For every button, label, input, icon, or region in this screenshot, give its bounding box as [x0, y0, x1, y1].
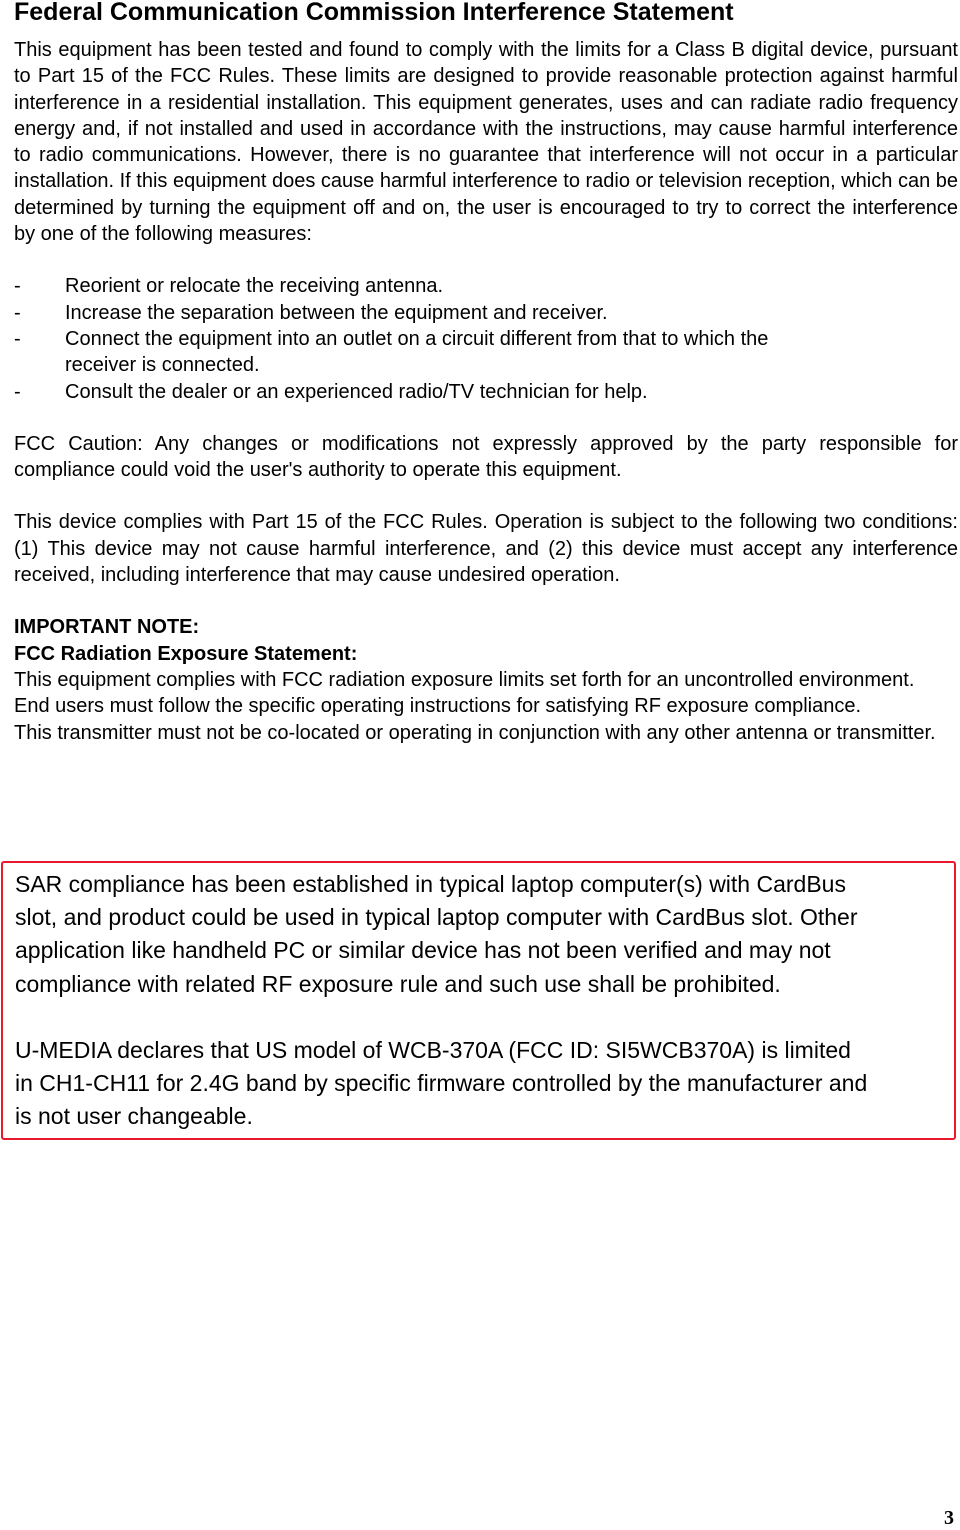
umedia-line: in CH1-CH11 for 2.4G band by specific firmware controlled by the manufacturer and	[15, 1070, 868, 1097]
part15-paragraph: This device complies with Part 15 of the FCC Rules. Operation is subject to the following two conditions: (1) This device may not cause harmful interference, and (2) this device must accept any interference received, including interference that may cause undesired operation.	[14, 511, 958, 587]
spacer	[14, 247, 958, 273]
spacer	[15, 1001, 944, 1034]
list-bullet: -	[14, 301, 21, 324]
document-title: Federal Communication Commission Interference Statement	[14, 0, 734, 26]
spacer	[14, 588, 958, 614]
spacer	[14, 405, 958, 431]
sar-line: SAR compliance has been established in typical laptop computer(s) with CardBus	[15, 871, 846, 897]
list-item	[14, 326, 795, 379]
page-number: 3	[944, 1507, 954, 1529]
radiation-exposure-heading: FCC Radiation Exposure Statement:	[14, 642, 358, 665]
intro-paragraph: This equipment has been tested and found to comply with the limits for a Class B digital device, pursuant to Part 15 of the FCC Rules. These limits are designed to provide reasonable protection against harmful interference in a residential installation. This equipment generates, uses and can radiate radio frequency energy and, if not installed and used in accordance with the instructions, may cause harmful interference to radio communications. However, there is no guarantee that interference will not occur in a particular installation. If this equipment does cause harmful interference to radio or television reception, which can be determined by turning the equipment off and on, the user is encouraged to try to correct the interference by one of the following measures:	[14, 39, 958, 246]
list-item-text: Consult the dealer or an experienced radio/TV technician for help.	[65, 380, 648, 403]
list-item-text: Reorient or relocate the receiving antenna.	[65, 275, 444, 298]
document-page	[14, 0, 958, 746]
spacer	[14, 483, 958, 509]
radiation-exposure-line: End users must follow the specific operating instructions for satisfying RF exposure compliance.	[14, 695, 862, 718]
sar-line: application like handheld PC or similar device has not been verified and may not	[15, 937, 831, 964]
sar-notice-box	[1, 861, 956, 1140]
list-item-text: Increase the separation between the equipment and receiver.	[65, 301, 608, 324]
list-item	[14, 379, 795, 405]
radiation-exposure-line: This transmitter must not be co-located or operating in conjunction with any other antenna or transmitter.	[14, 721, 936, 744]
sar-line: slot, and product could be used in typical laptop computer with CardBus slot. Other	[15, 904, 858, 931]
sar-line: compliance with related RF exposure rule and such use shall be prohibited.	[15, 970, 781, 997]
list-item	[14, 273, 795, 299]
important-note-heading: IMPORTANT NOTE:	[14, 616, 200, 639]
fcc-caution-paragraph: FCC Caution: Any changes or modifications not expressly approved by the party responsible for compliance could void the user's authority to operate this equipment.	[14, 432, 958, 482]
radiation-exposure-line: This equipment complies with FCC radiation exposure limits set forth for an uncontrolled environment.	[14, 668, 915, 691]
umedia-line: U-MEDIA declares that US model of WCB-370A (FCC ID: SI5WCB370A) is limited	[15, 1036, 851, 1063]
list-item	[14, 300, 795, 326]
list-bullet: -	[14, 275, 21, 298]
measures-list	[14, 273, 958, 404]
list-item-text: Connect the equipment into an outlet on a circuit different from that to which the receiver is connected.	[65, 327, 769, 377]
list-bullet: -	[14, 327, 21, 350]
list-bullet: -	[14, 380, 21, 403]
umedia-line: is not user changeable.	[15, 1103, 253, 1130]
